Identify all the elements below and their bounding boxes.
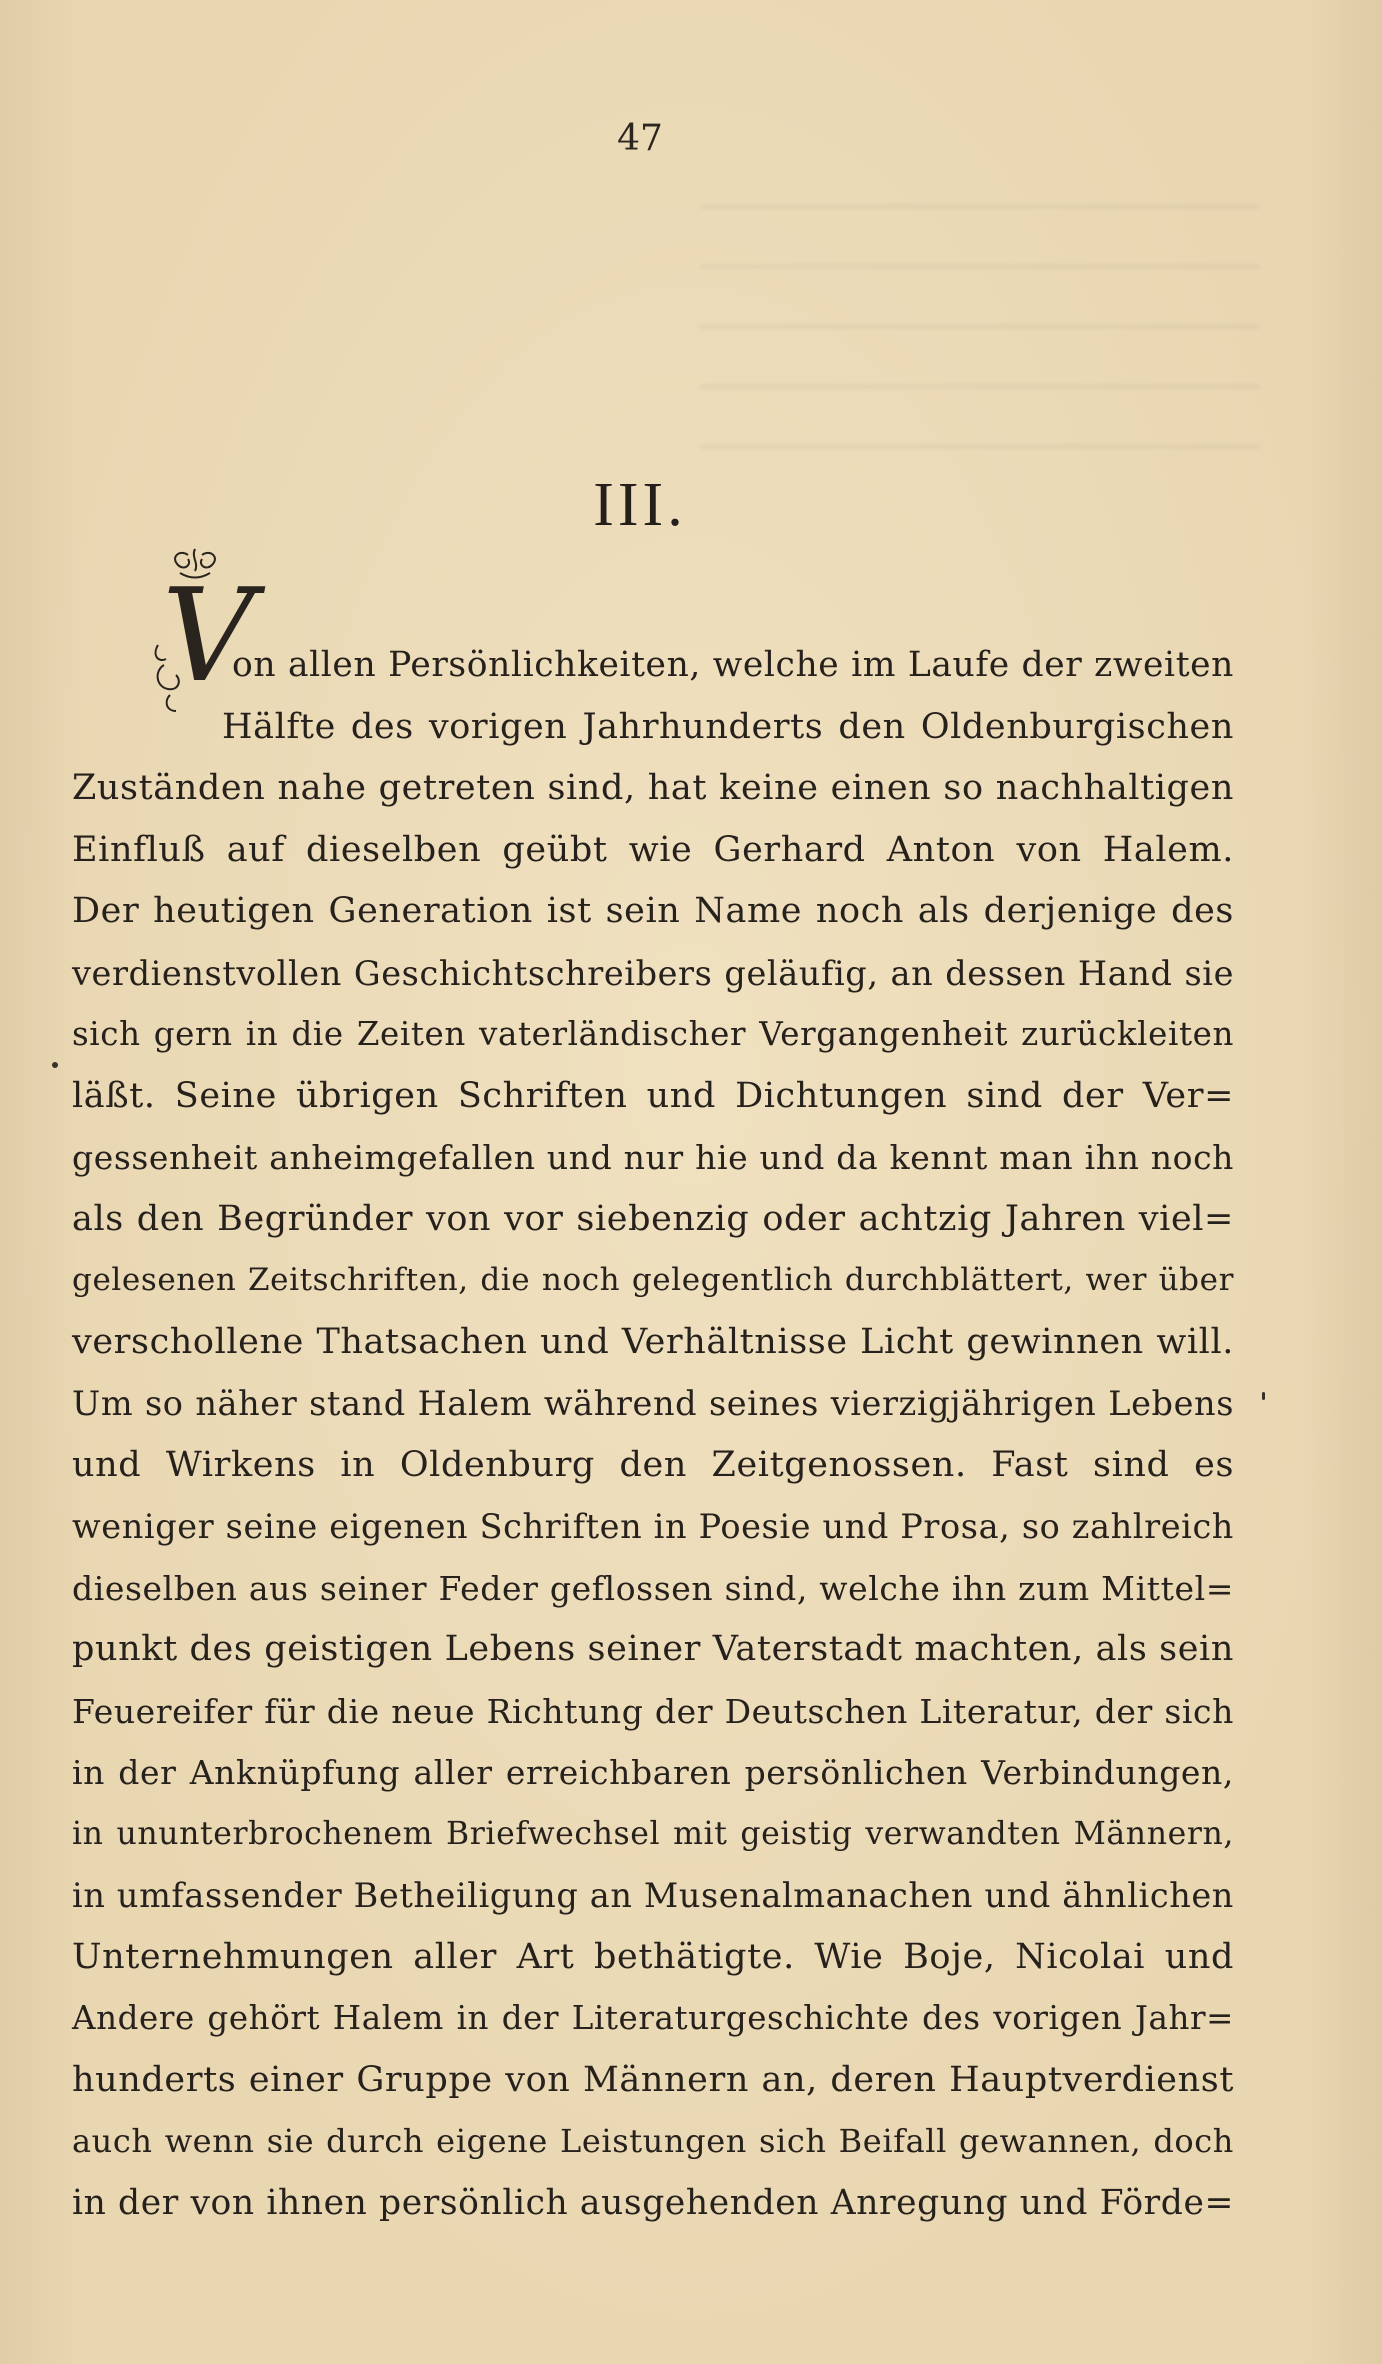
text-line: weniger seine eigenen Schriften in Poesie und Prosa, so zahlreich <box>72 1507 1234 1546</box>
text-line: verschollene Thatsachen und Verhältnisse Licht gewinnen will. <box>72 1321 1234 1362</box>
text-line: als den Begründer von vor siebenzig oder achtzig Jahren viel= <box>72 1198 1234 1239</box>
text-line: on allen Persönlichkeiten, welche im Laufe der zweiten <box>232 645 1234 685</box>
text-line: in der Anknüpfung aller erreichbaren persönlichen Verbindungen, <box>72 1753 1234 1792</box>
text-line: läßt. Seine übrigen Schriften und Dichtungen sind der Ver= <box>72 1075 1234 1116</box>
text-line: Hälfte des vorigen Jahrhunderts den Oldenburgischen <box>222 706 1234 747</box>
text-line: Der heutigen Generation ist sein Name noch als derjenige des <box>72 891 1234 931</box>
text-line: gelesenen Zeitschriften, die noch gelegentlich durchblättert, wer über <box>72 1262 1234 1298</box>
text-line: Feuereifer für die neue Richtung der Deutschen Literatur, der sich <box>72 1691 1234 1731</box>
paper-speck <box>52 1062 58 1068</box>
text-line: Um so näher stand Halem während seines vierzigjährigen Lebens <box>72 1384 1234 1423</box>
initial-letter: V <box>162 562 255 711</box>
text-line: Zuständen nahe getreten sind, hat keine einen so nachhaltigen <box>72 768 1234 808</box>
text-line: verdienstvollen Geschichtschreibers geläufig, an dessen Hand sie <box>72 953 1234 993</box>
text-line: in ununterbrochenem Briefwechsel mit geistig verwandten Männern, <box>72 1815 1234 1852</box>
text-line: punkt des geistigen Lebens seiner Vaterstadt machten, als sein <box>72 1629 1234 1669</box>
paper-speck <box>1262 1392 1265 1400</box>
body-text <box>72 635 1234 2234</box>
text-line: Unternehmungen aller Art bethätigte. Wie Boje, Nicolai und <box>72 1936 1234 1977</box>
text-line: gessenheit anheimgefallen und nur hie und da kennt man ihn noch <box>72 1138 1234 1177</box>
text-line: auch wenn sie durch eigene Leistungen sich Beifall gewannen, doch <box>72 2122 1234 2160</box>
text-line: dieselben aus seiner Feder geflossen sind, welche ihn zum Mittel= <box>72 1568 1234 1608</box>
page-number: 47 <box>617 118 663 159</box>
show-through-bleed <box>700 205 1260 505</box>
text-line: hunderts einer Gruppe von Männern an, deren Hauptverdienst <box>72 2059 1234 2100</box>
text-line: Einfluß auf dieselben geübt wie Gerhard Anton von Halem. <box>72 829 1234 870</box>
text-line: in der von ihnen persönlich ausgehenden Anregung und Förde= <box>72 2182 1234 2223</box>
text-line: und Wirkens in Oldenburg den Zeitgenossen. Fast sind es <box>72 1444 1234 1485</box>
text-line: in umfassender Betheiligung an Musenalmanachen und ähnlichen <box>72 1876 1234 1915</box>
chapter-heading: III. <box>593 471 687 539</box>
text-line: sich gern in die Zeiten vaterländischer Vergangenheit zurückleiten <box>72 1015 1234 1053</box>
text-line: Andere gehört Halem in der Literaturgeschichte des vorigen Jahr= <box>72 1999 1234 2037</box>
